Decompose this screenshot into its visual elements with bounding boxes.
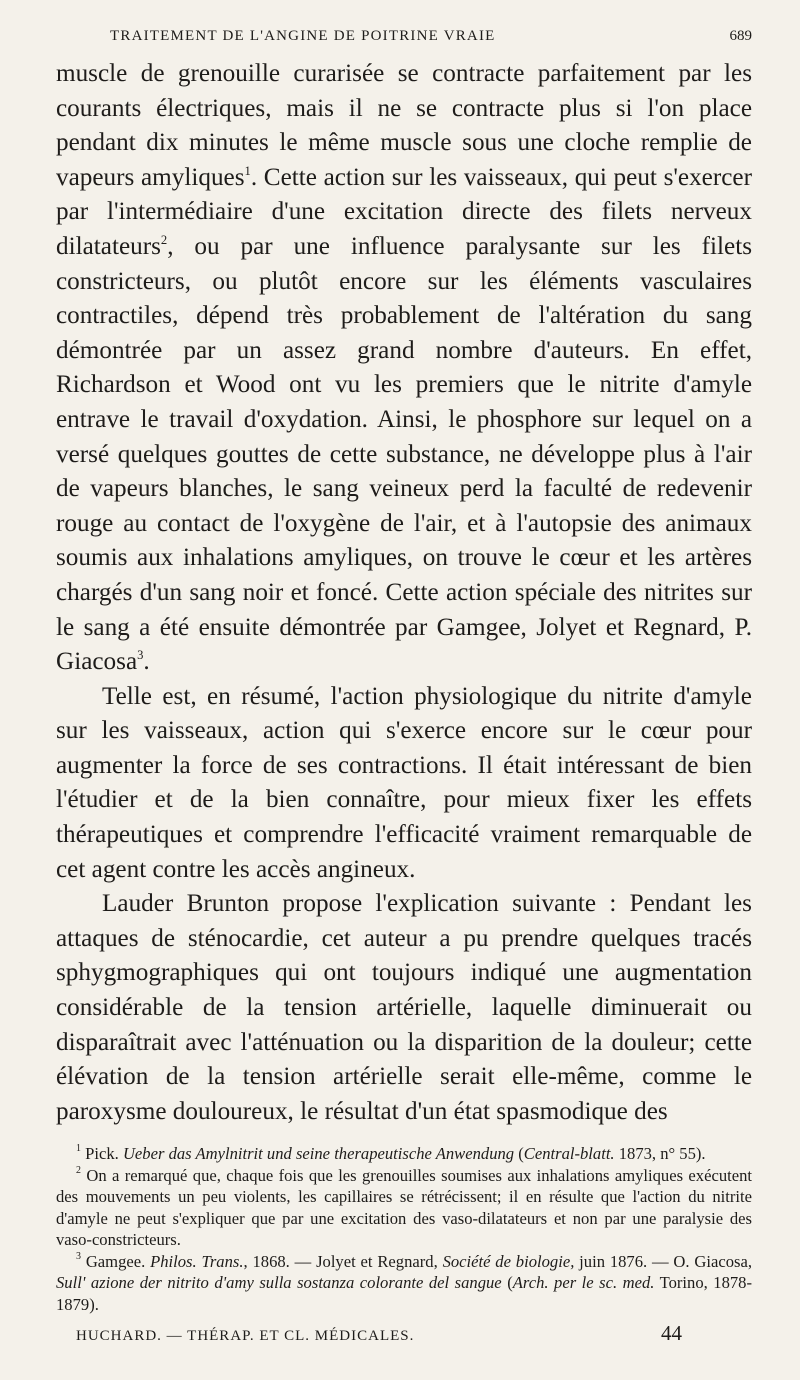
page-footer (56, 1321, 752, 1346)
signature-mark: 44 (661, 1321, 682, 1346)
paragraph-2: Telle est, en résumé, l'action physiologique du nitrite d'amyle sur les vaisseaux, action qui s'exerce encore sur le cœur pour augmenter la force de ses contractions. Il était intéressant de bien l'étudier et de la bien connaître, pour mieux fixer les effets thérapeutiques et comprendre l'efficacité vraiment remarquable de cet agent contre les accès angineux. (56, 682, 752, 883)
footnote-ref-1: 1 (244, 163, 251, 178)
footnote-1-author: Pick. (85, 1144, 123, 1164)
footnote-3-journal-2: Société de biologie, (442, 1251, 575, 1271)
footnote-3-author: Gamgee. (85, 1251, 151, 1271)
footnote-1-journal: Central-blatt. (523, 1144, 615, 1164)
paragraph-3: Lauder Brunton propose l'explication suivante : Pendant les attaques de sténocardie, cet auteur a pu prendre quelques tracés sphygmographiques qui ont toujours indiqué une augmentation considérable de la tension artérielle, laquelle diminuerait ou disparaîtrait avec l'atténuation ou la disparition de la douleur; cette élévation de la tension artérielle serait elle-même, comme le paroxysme douloureux, le résultat d'un état spasmodique des (56, 890, 752, 1125)
footnote-2 (56, 1165, 752, 1251)
footnote-3-text-3: Torino, 1878-1879). (56, 1273, 753, 1314)
paragraph-1 (56, 57, 752, 680)
paragraph-1-text-a: muscle de grenouille curarisée se contracte parfaitement par les courants électriques, mais il ne se contracte plus si l'on place pendant dix minutes le même muscle sous une cloche remplie de vapeurs amyliques (56, 60, 752, 191)
footnote-3-text-2: juin 1876. — O. Giacosa, (574, 1251, 752, 1271)
paragraph-1-text-d: . (143, 648, 150, 676)
footnote-3-journal-1: Philos. Trans. (150, 1251, 244, 1271)
paragraph-1-text-b: . Cette action sur les vaisseaux, qui peut s'exercer par l'intermédiaire d'une excitation directe des filets nerveux dilatateurs (56, 163, 752, 260)
footer-imprint: HUCHARD. — THÉRAP. ET CL. MÉDICALES. (76, 1328, 415, 1345)
paragraph-1-text-c: , ou par une influence paralysante sur les filets constricteurs, ou plutôt encore sur les éléments vasculaires contractiles, dépend très probablement de l'altération du sang démontrée par un assez grand nombre d'auteurs. En effet, Richardson et Wood ont vu les premiers que le nitrite d'amyle entrave le travail d'oxydation. Ainsi, le phosphore sur lequel on a versé quelques gouttes de cette substance, ne développe plus à l'air de vapeurs blanches, le sang veineux perd la faculté de redevenir rouge au contact de l'oxygène de l'air, et à l'autopsie des animaux soumis aux inhalations amyliques, on trouve le cœur et les artères chargés d'un sang noir et foncé. Cette action spéciale des nitrites sur le sang a été ensuite démontrée par Gamgee, Jolyet et Regnard, P. Giacosa (56, 232, 752, 676)
footnote-1-title: Ueber das Amylnitrit und seine therapeutische Anwendung (122, 1144, 515, 1164)
footnote-1-paren: ( (514, 1144, 524, 1164)
page-number: 689 (729, 28, 752, 44)
footnote-3-text-1: , 1868. — Jolyet et Regnard, (243, 1251, 443, 1271)
footnote-ref-3: 3 (137, 648, 144, 663)
footnote-ref-2: 2 (160, 232, 168, 247)
footnote-3-title: Sull' azione der nitrito d'amy sulla sostanza colorante del sangue (56, 1273, 502, 1293)
footnote-3 (56, 1251, 752, 1316)
body-text (56, 57, 752, 1129)
footnote-1 (56, 1143, 752, 1165)
footnote-2-mark: 2 (76, 1164, 81, 1176)
footnote-1-ref: 1873, n° 55). (614, 1144, 706, 1164)
footnote-3-journal-3: Arch. per le sc. med. (512, 1273, 655, 1293)
running-header (56, 28, 752, 45)
footnote-3-mark: 3 (76, 1250, 81, 1262)
footnote-3-paren: ( (501, 1273, 513, 1293)
footnotes (56, 1143, 752, 1315)
footnote-2-text: On a remarqué que, chaque fois que les grenouilles soumises aux inhalations amyliques exécutent des mouvements un peu violents, les capillaires se rétrécissent; il en résulte que l'action du nitrite d'amyle ne peut s'expliquer que par une excitation des vaso-dilatateurs et non par une paralysie des vaso-constricteurs. (56, 1165, 752, 1250)
running-title: TRAITEMENT DE L'ANGINE DE POITRINE VRAIE (110, 28, 496, 44)
footnote-1-mark: 1 (76, 1143, 81, 1155)
